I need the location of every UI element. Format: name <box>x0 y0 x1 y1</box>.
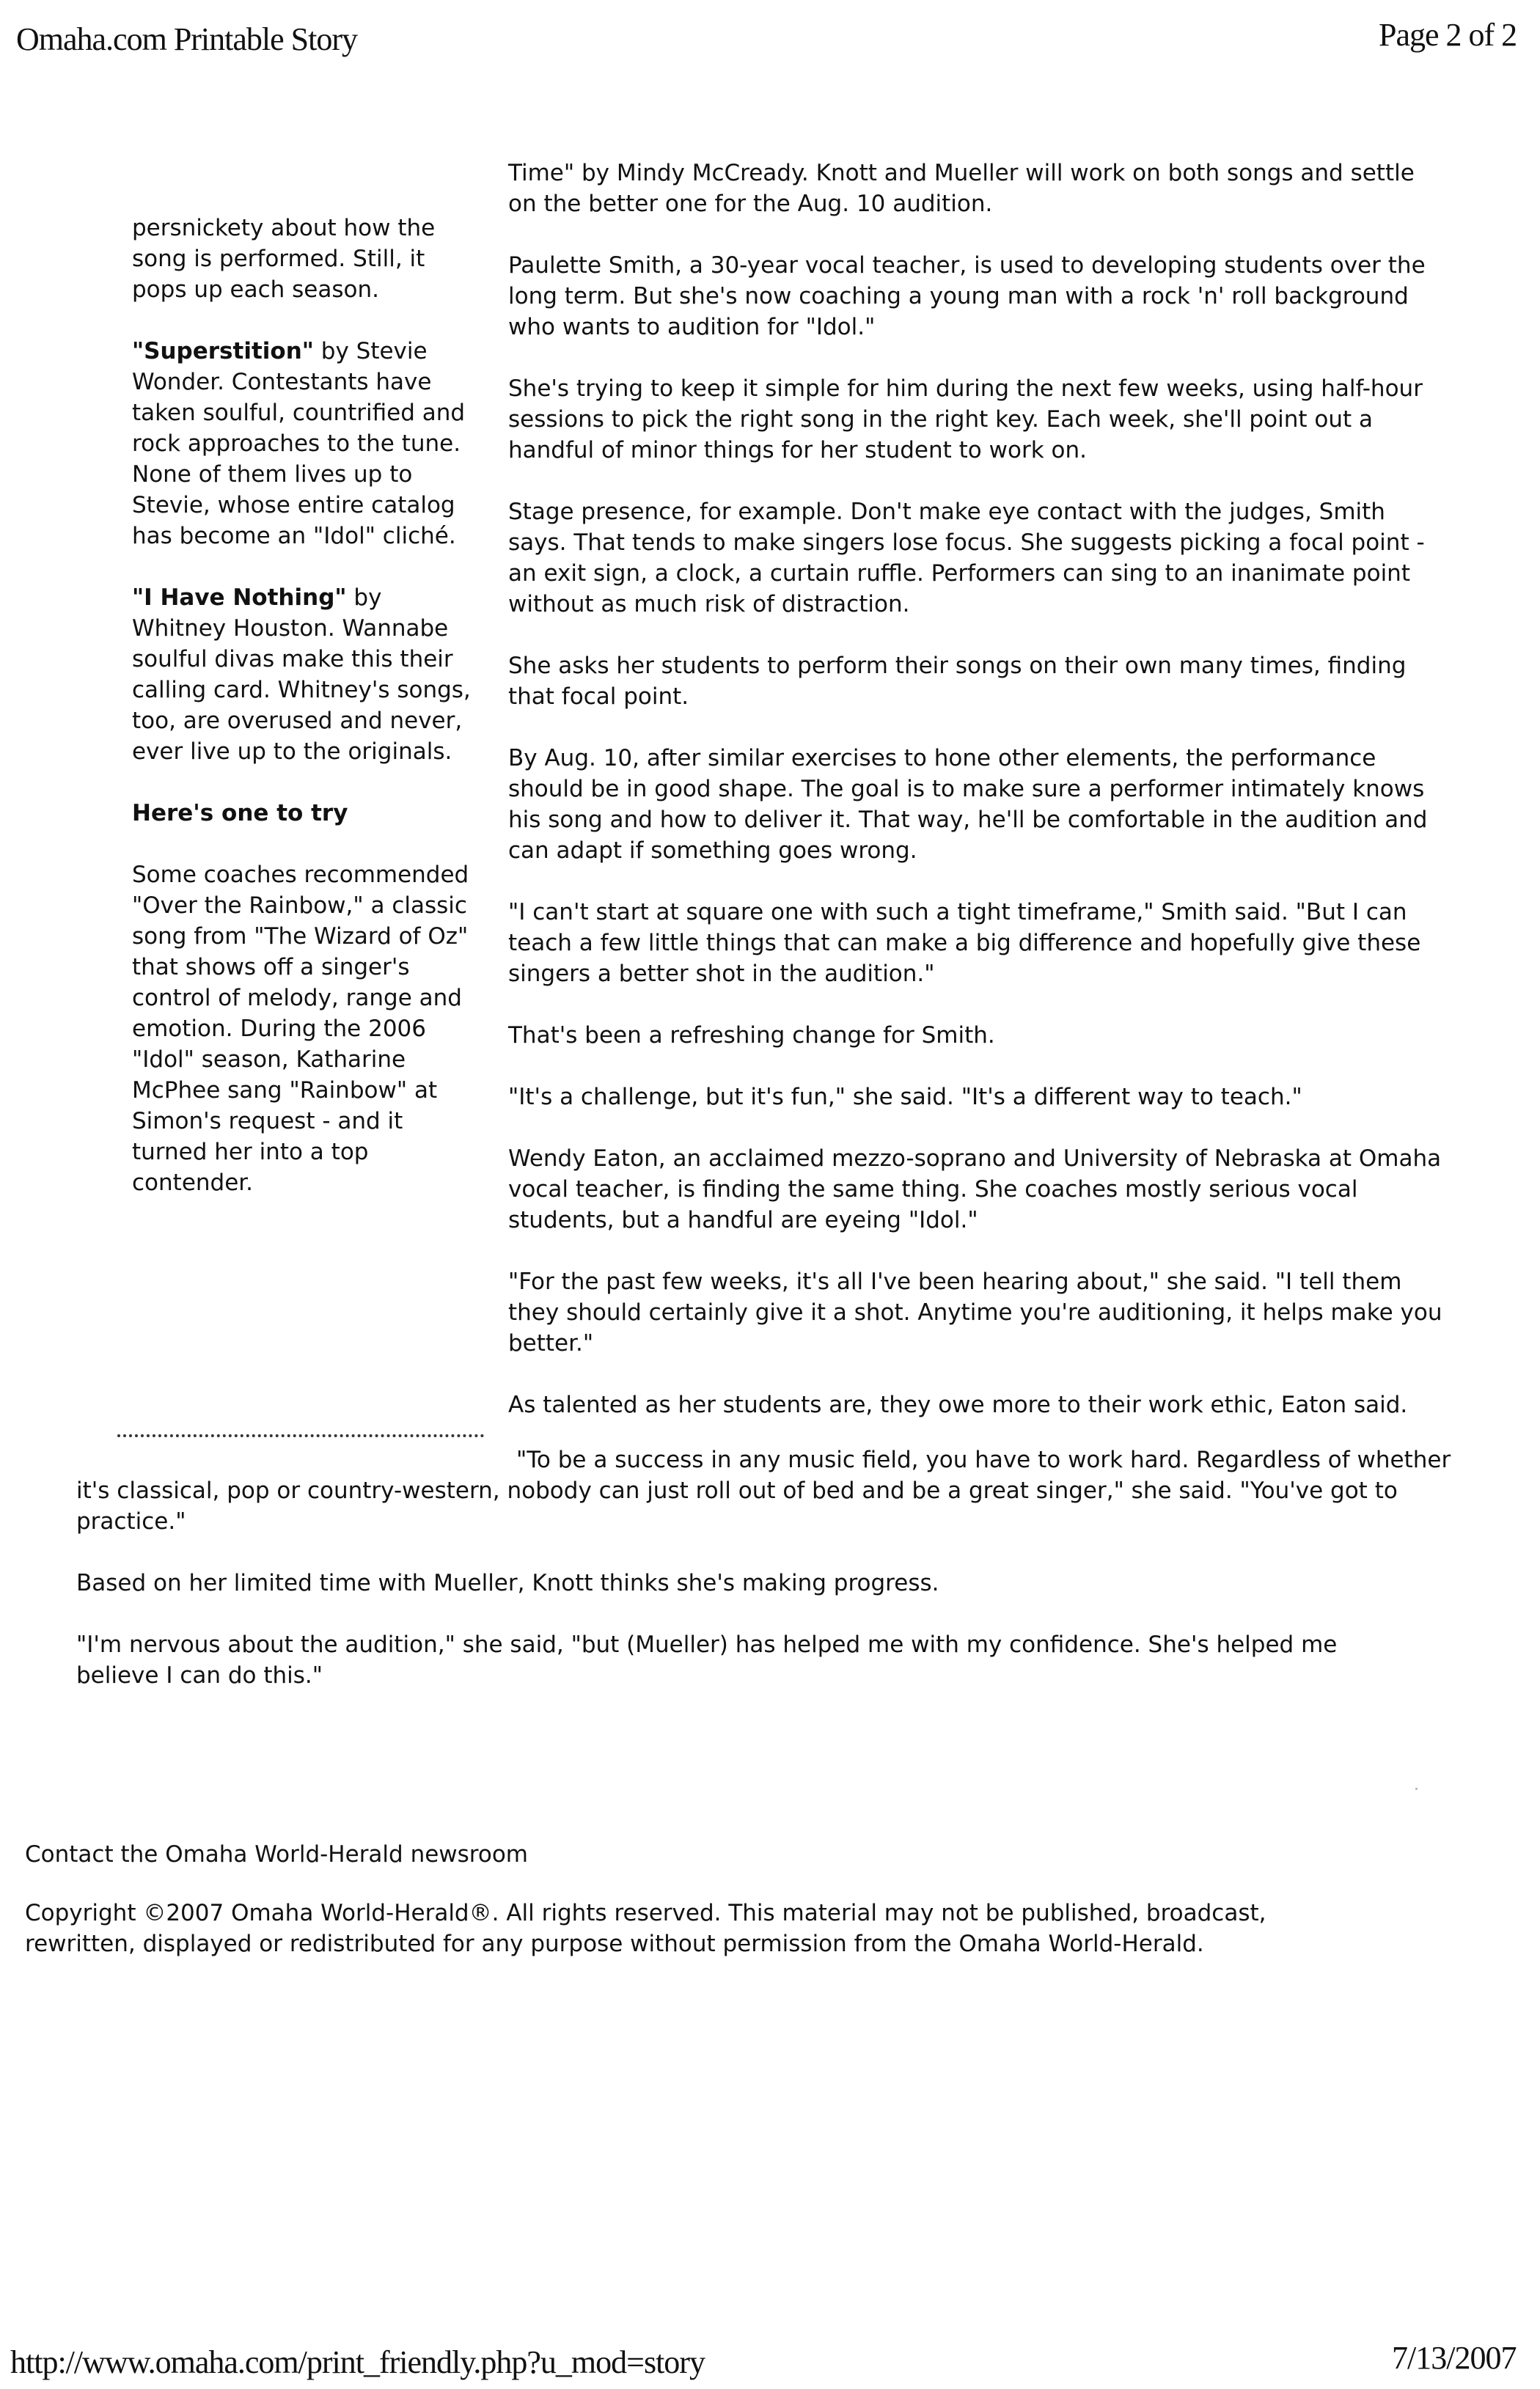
text-line: students, but a handful are eyeing "Idol." <box>508 1207 978 1233</box>
article-paragraph <box>508 373 1540 466</box>
article-paragraph <box>508 1390 1540 1420</box>
copyright-line: Copyright ©2007 Omaha World-Herald®. All rights reserved. This material may not be published, broadcast, <box>25 1900 1266 1926</box>
text-line: handful of minor things for her student to work on. <box>508 437 1087 463</box>
sidebar-song-item <box>132 582 477 767</box>
article-paragraph <box>508 496 1540 620</box>
article-paragraph <box>508 250 1540 342</box>
article-paragraph <box>76 1445 1540 1537</box>
text-line: She's trying to keep it simple for him during the next few weeks, using half-hour <box>508 375 1423 402</box>
text-line: should be in good shape. The goal is to make sure a performer intimately knows <box>508 776 1425 802</box>
print-header-title: Omaha.com Printable Story <box>16 21 358 57</box>
article-paragraph <box>76 1568 1540 1599</box>
text-line: practice." <box>76 1508 186 1535</box>
text-line: it's classical, pop or country-western, nobody can just roll out of bed and be a great singer," she said. "You've got to <box>76 1478 1398 1504</box>
text-line: She asks her students to perform their songs on their own many times, finding <box>508 653 1407 679</box>
article-paragraph <box>508 1266 1540 1359</box>
text-line: vocal teacher, is finding the same thing. She coaches mostly serious vocal <box>508 1176 1358 1203</box>
article-paragraph <box>508 743 1540 866</box>
text-line: better." <box>508 1330 594 1357</box>
contact-newsroom-link[interactable]: Contact the Omaha World-Herald newsroom <box>25 1841 528 1868</box>
text-line: long term. But she's now coaching a young man with a rock 'n' roll background <box>508 283 1409 309</box>
text-line: Stage presence, for example. Don't make eye contact with the judges, Smith <box>508 499 1385 525</box>
text-line: "I can't start at square one with such a tight timeframe," Smith said. "But I can <box>508 899 1407 925</box>
song-sidebar <box>132 213 477 1229</box>
page-indicator: Page 2 of 2 <box>1379 17 1517 53</box>
text-line: says. That tends to make singers lose focus. She suggests picking a focal point - <box>508 529 1425 556</box>
song-description: by Whitney Houston. Wannabe soulful divas make this their calling card. Whitney's songs, too, are overused and never, ever live up to the originals. <box>132 584 471 765</box>
recommendation-heading: Here's one to try <box>132 800 348 826</box>
text-line: "To be a success in any music field, you have to work hard. Regardless of whether <box>516 1447 1451 1473</box>
text-line: they should certainly give it a shot. Anytime you're auditioning, it helps make you <box>508 1299 1442 1326</box>
song-title: "Superstition" <box>132 338 314 364</box>
text-line: who wants to audition for "Idol." <box>508 314 876 340</box>
text-line: "For the past few weeks, it's all I've been hearing about," she said. "I tell them <box>508 1269 1402 1295</box>
text-line: singers a better shot in the audition." <box>508 961 935 987</box>
article-paragraph <box>76 1629 1540 1691</box>
text-line: Wendy Eaton, an acclaimed mezzo-soprano and University of Nebraska at Omaha <box>508 1145 1442 1172</box>
article-paragraph <box>508 1020 1540 1051</box>
print-footer-url: http://www.omaha.com/print_friendly.php?u_mod=story <box>10 2344 705 2380</box>
article-paragraph <box>508 158 1540 219</box>
article-paragraph <box>508 650 1540 712</box>
song-description: by Stevie Wonder. Contestants have taken soulful, countrified and rock approaches to the tune. None of them lives up to Stevie, whose entire catalog has become an "Idol" cliché. <box>132 338 466 549</box>
article-paragraph <box>508 1143 1540 1236</box>
text-line: teach a few little things that can make a big difference and hopefully give these <box>508 930 1421 956</box>
text-line: his song and how to deliver it. That way, he'll be comfortable in the audition and <box>508 807 1428 833</box>
text-line: Time" by Mindy McCready. Knott and Mueller will work on both songs and settle <box>508 160 1415 186</box>
text-line: "I'm nervous about the audition," she said, "but (Mueller) has helped me with my confidence. She's helped me <box>76 1632 1338 1658</box>
text-line: can adapt if something goes wrong. <box>508 837 917 864</box>
song-title: "I Have Nothing" <box>132 584 347 611</box>
text-line: That's been a refreshing change for Smith. <box>508 1022 995 1049</box>
print-footer-date: 7/13/2007 <box>1392 2340 1517 2376</box>
text-line: without as much risk of distraction. <box>508 591 910 617</box>
text-line: By Aug. 10, after similar exercises to hone other elements, the performance <box>508 745 1376 771</box>
recommendation-text: Some coaches recommended "Over the Rainbow," a classic song from "The Wizard of Oz" that shows off a singer's control of melody, range and emotion. During the 2006 "Idol" season, Katharine McPhee sang "Rainbow" at Simon's request - and it turned her into a top contender. <box>132 862 469 1196</box>
text-line: "It's a challenge, but it's fun," she said. "It's a different way to teach." <box>508 1084 1302 1110</box>
article-main-column <box>508 158 1540 1451</box>
text-line: an exit sign, a clock, a curtain ruffle. Performers can sing to an inanimate point <box>508 560 1410 587</box>
article-paragraph <box>508 1082 1540 1112</box>
text-line: sessions to pick the right song in the right key. Each week, she'll point out a <box>508 406 1373 433</box>
sidebar-divider <box>117 1434 484 1437</box>
text-line: believe I can do this." <box>76 1662 323 1689</box>
sidebar-song-item <box>132 336 477 551</box>
text-line: Paulette Smith, a 30-year vocal teacher, is used to developing students over the <box>508 252 1426 279</box>
copyright-notice <box>25 1898 1266 1959</box>
sidebar-intro-paragraph: persnickety about how the song is performed. Still, it pops up each season. <box>132 215 436 303</box>
text-line: on the better one for the Aug. 10 audition. <box>508 191 993 217</box>
text-line: that focal point. <box>508 683 689 710</box>
scan-artifact <box>1415 1788 1418 1790</box>
copyright-line: rewritten, displayed or redistributed for any purpose without permission from the Omaha World-Herald. <box>25 1931 1204 1957</box>
text-line: Based on her limited time with Mueller, Knott thinks she's making progress. <box>76 1570 939 1596</box>
article-paragraph <box>508 897 1540 989</box>
article-continuation <box>76 1445 1540 1722</box>
text-line: As talented as her students are, they owe more to their work ethic, Eaton said. <box>508 1392 1408 1418</box>
